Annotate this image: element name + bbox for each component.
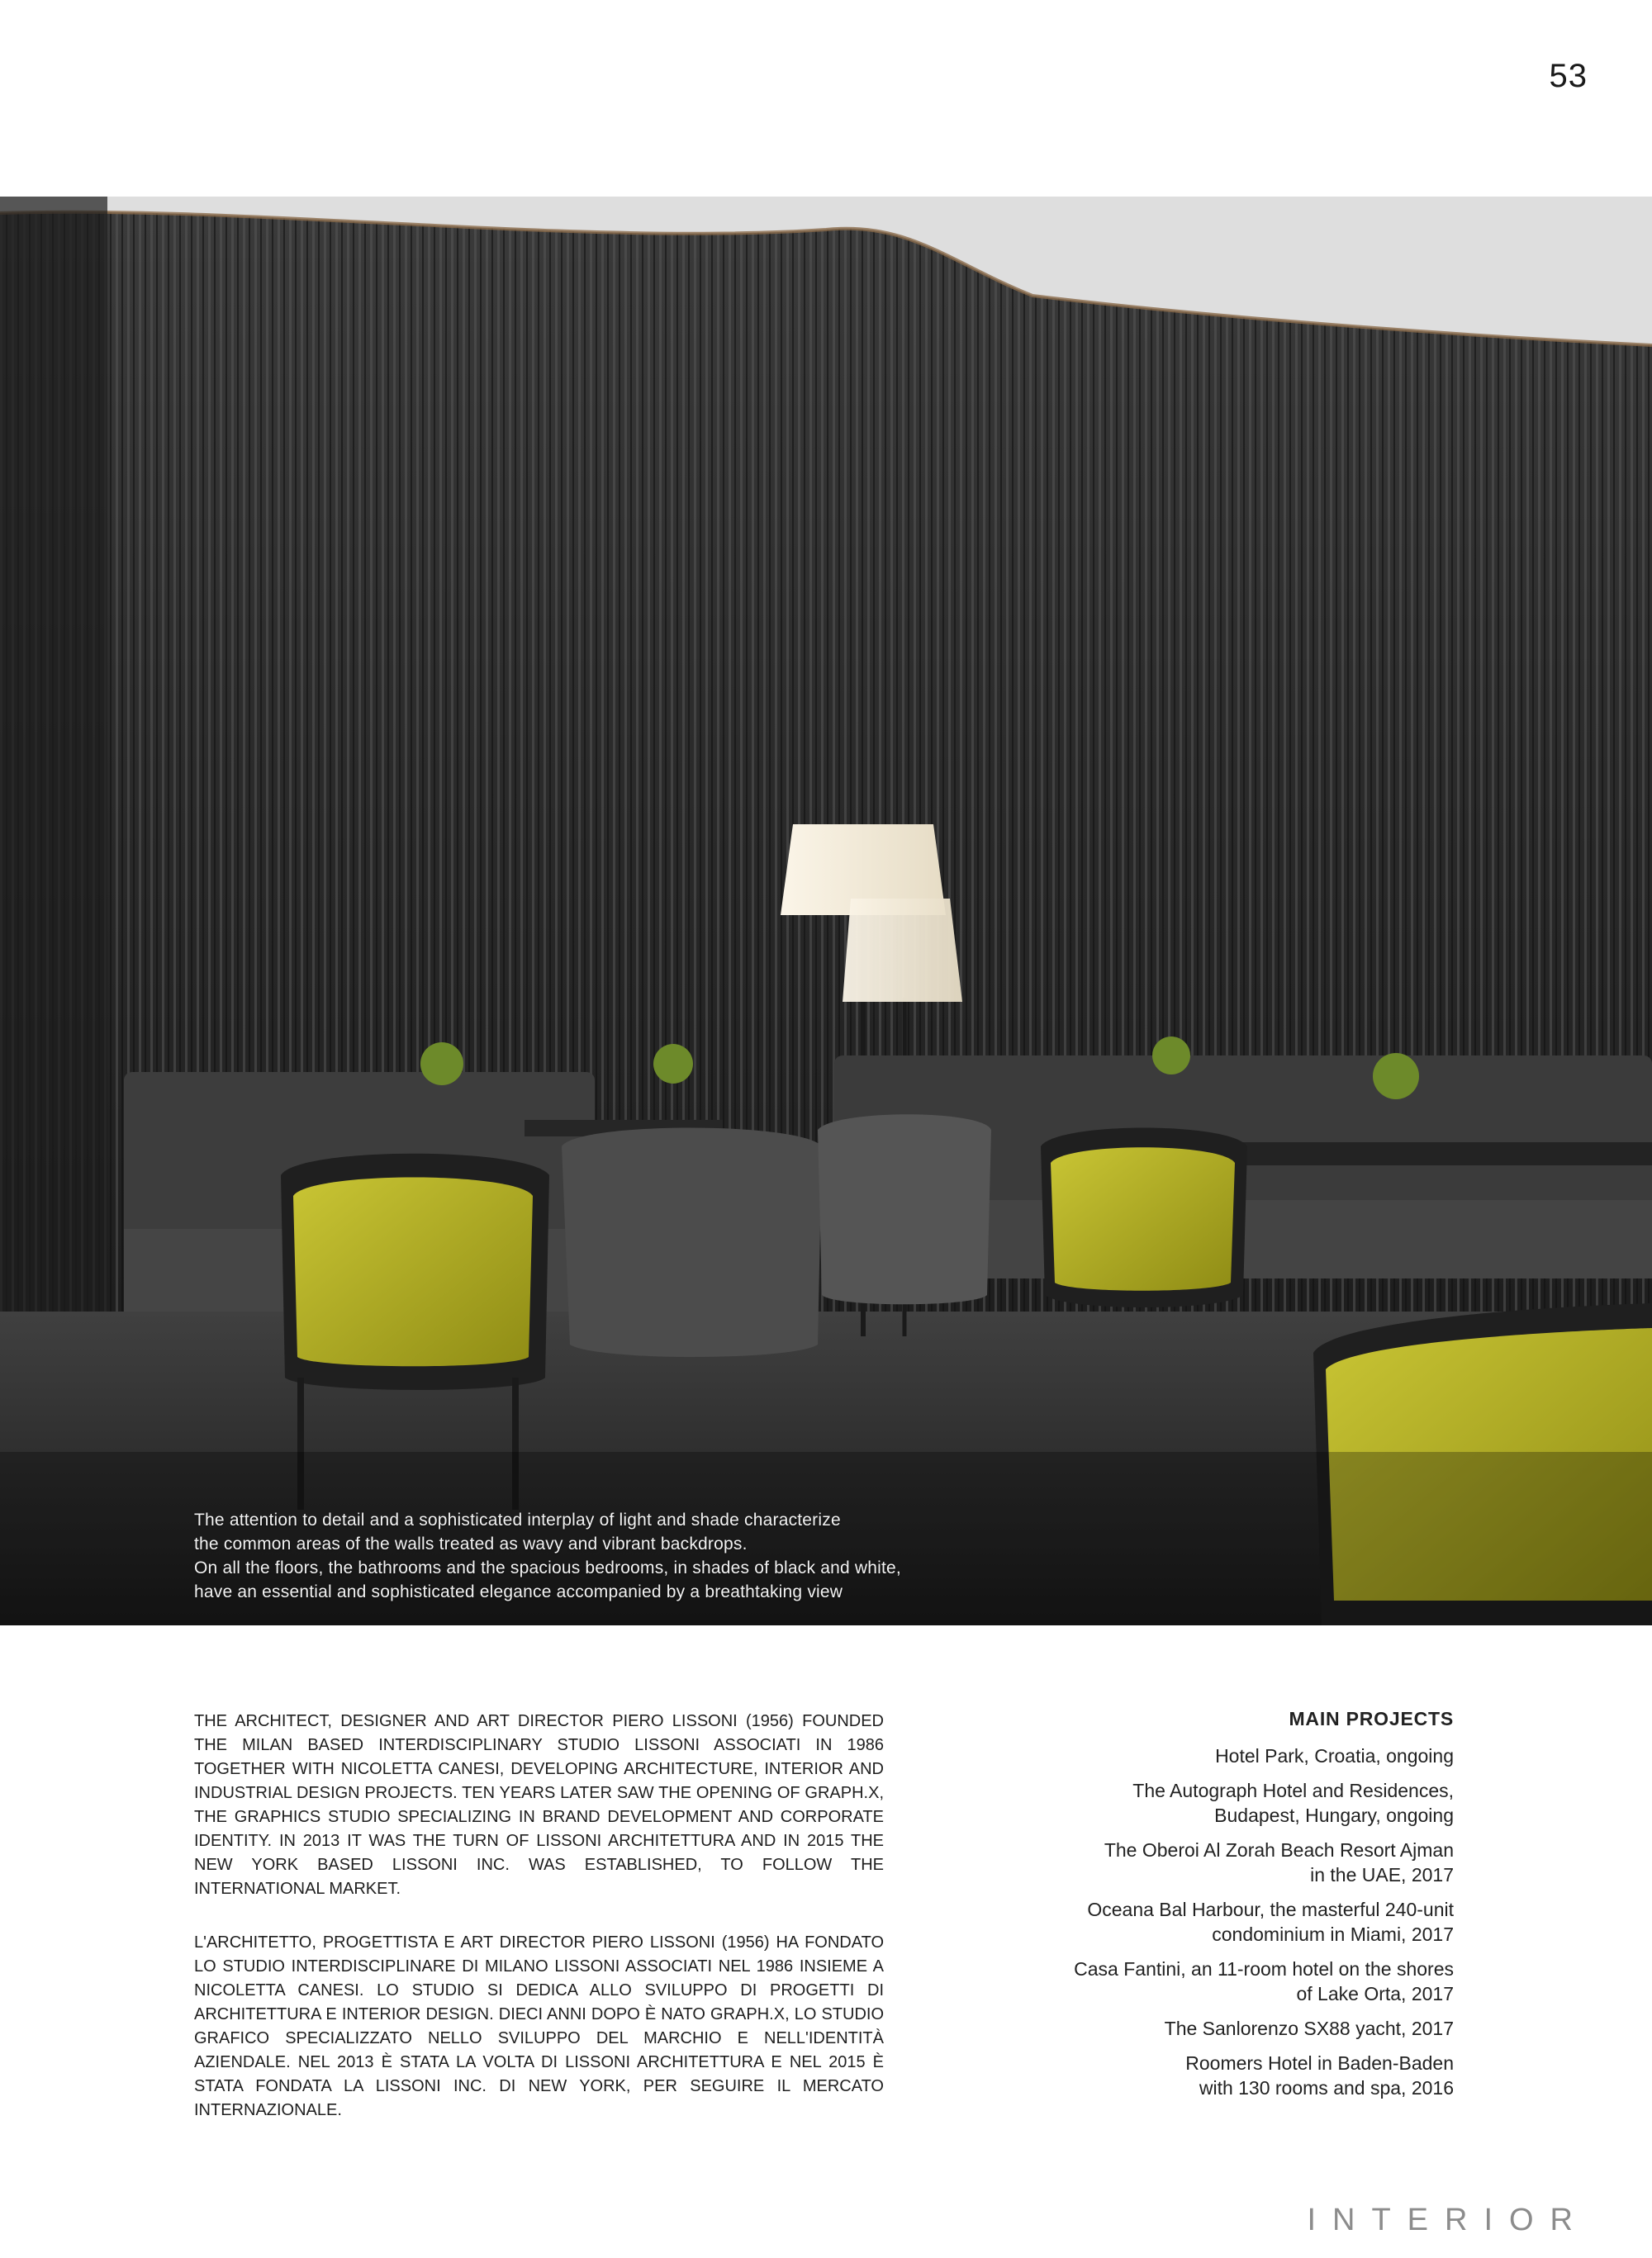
section-label-interior: INTERIOR <box>1307 2203 1589 2237</box>
page-number: 53 <box>1549 58 1588 94</box>
project-item <box>991 2051 1454 2100</box>
paragraph-italian: L'ARCHITETTO, PROGETTISTA E ART DIRECTOR PIERO LISSONI (1956) HA FONDATO LO STUDIO INTERDISCIPLINARE DI MILANO LISSONI ASSOCIATI NEL 1986 INSIEME A NICOLETTA CANESI. LO STUDIO SI DEDICA ALLO SVILUPPO DI PROGETTI DI ARCHITETTURA E INTERIOR DESIGN. DIECI ANNI DOPO È NATO GRAPH.X, LO STUDIO GRAFICO SPECIALIZZATO NELLO SVILUPPO DEL MARCHIO E NELL'IDENTITÀ AZIENDALE. NEL 2013 È STATA LA VOLTA DI LISSONI ARCHITETTURA E NEL 2015 È STATA FONDATA LA LISSONI INC. DI NEW YORK, PER SEGUIRE IL MERCATO INTERNAZIONALE. <box>194 1933 884 2119</box>
project-line: The Oberoi Al Zorah Beach Resort Ajman <box>1104 1839 1454 1861</box>
project-item <box>991 1897 1454 1947</box>
project-item <box>991 1838 1454 1887</box>
project-line: The Sanlorenzo SX88 yacht, 2017 <box>1164 2018 1454 2039</box>
project-item <box>991 1957 1454 2006</box>
caption-line: On all the floors, the bathrooms and the spacious bedrooms, in shades of black and white, <box>194 1558 901 1577</box>
main-projects <box>991 1708 1454 2110</box>
caption-line: have an essential and sophisticated elegance accompanied by a breathtaking view <box>194 1582 843 1601</box>
project-item <box>991 1743 1454 1768</box>
hotel-lounge-photo <box>0 197 1652 1625</box>
project-item <box>991 1778 1454 1828</box>
project-line: Hotel Park, Croatia, ongoing <box>1215 1745 1454 1767</box>
main-projects-heading: MAIN PROJECTS <box>1289 1708 1454 1729</box>
project-list <box>991 1743 1454 2100</box>
paragraph-english: THE ARCHITECT, DESIGNER AND ART DIRECTOR PIERO LISSONI (1956) FOUNDED THE MILAN BASED INTERDISCIPLINARY STUDIO LISSONI ASSOCIATI IN 1986 TOGETHER WITH NICOLETTA CANESI, DEVELOPING ARCHITECTURE, INTERIOR AND INDUSTRIAL DESIGN PROJECTS. TEN YEARS LATER SAW THE OPENING OF GRAPH.X, THE GRAPHICS STUDIO SPECIALIZING IN BRAND DEVELOPMENT AND CORPORATE IDENTITY. IN 2013 IT WAS THE TURN OF LISSONI ARCHITETTURA AND IN 2015 THE NEW YORK BASED LISSONI INC. WAS ESTABLISHED, TO FOLLOW THE INTERNATIONAL MARKET. <box>194 1712 884 1898</box>
photo-caption <box>194 1508 1020 1604</box>
project-line: Budapest, Hungary, ongoing <box>1214 1805 1454 1826</box>
lounge-illustration <box>0 197 1652 1625</box>
caption-line: The attention to detail and a sophisticated interplay of light and shade characterize <box>194 1511 841 1530</box>
article-body <box>194 1710 884 2152</box>
project-line: in the UAE, 2017 <box>1310 1864 1454 1886</box>
project-item <box>991 2016 1454 2041</box>
project-line: condominium in Miami, 2017 <box>1212 1924 1454 1945</box>
project-line: The Autograph Hotel and Residences, <box>1132 1780 1454 1801</box>
caption-line: the common areas of the walls treated as wavy and vibrant backdrops. <box>194 1535 748 1554</box>
project-line: Oceana Bal Harbour, the masterful 240-unit <box>1087 1899 1454 1920</box>
project-line: with 130 rooms and spa, 2016 <box>1199 2077 1454 2099</box>
project-line: Roomers Hotel in Baden-Baden <box>1185 2052 1454 2074</box>
project-line: of Lake Orta, 2017 <box>1296 1983 1454 2004</box>
project-line: Casa Fantini, an 11-room hotel on the shores <box>1074 1958 1454 1980</box>
